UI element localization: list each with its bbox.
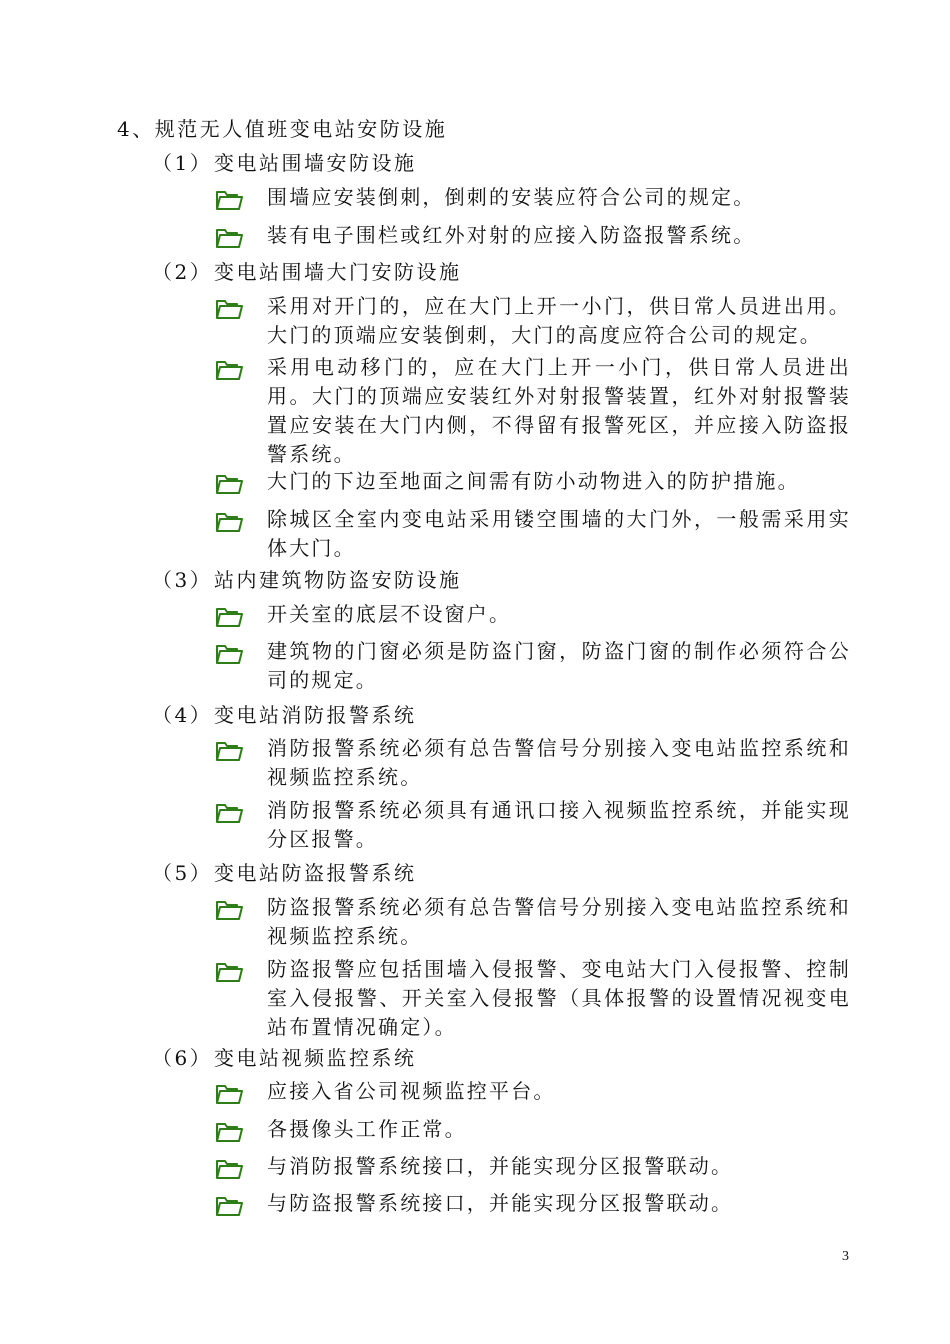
bullet-text: 防盗报警应包括围墙入侵报警、变电站大门入侵报警、控制室入侵报警、开关室入侵报警（具体报警的设置情况视变电站布置情况确定）。 xyxy=(267,957,851,1039)
bullet-text: 消防报警系统必须具有通讯口接入视频监控系统，并能实现分区报警。 xyxy=(267,798,851,851)
folder-outline-icon xyxy=(215,473,245,495)
bullet-text: 采用对开门的，应在大门上开一小门，供日常人员进出用。大门的顶端应安装倒刺，大门的高度应符合公司的规定。 xyxy=(267,294,851,347)
folder-outline-icon xyxy=(215,1121,245,1143)
section-number: （5） xyxy=(152,861,213,885)
section-number: （1） xyxy=(152,151,213,175)
bullet-item xyxy=(215,1189,855,1218)
page-number: 3 xyxy=(842,1249,849,1264)
bullet-text: 防盗报警系统必须有总告警信号分别接入变电站监控系统和视频监控系统。 xyxy=(267,895,851,948)
section-heading-6 xyxy=(152,1043,417,1073)
bullet-text: 消防报警系统必须有总告警信号分别接入变电站监控系统和视频监控系统。 xyxy=(267,736,851,789)
folder-outline-icon xyxy=(215,189,245,211)
folder-outline-icon xyxy=(215,643,245,665)
bullet-text: 大门的下边至地面之间需有防小动物进入的防护措施。 xyxy=(267,469,800,493)
folder-outline-icon xyxy=(215,1195,245,1217)
folder-outline-icon xyxy=(215,740,245,762)
bullet-item xyxy=(215,1152,855,1181)
section-number: （6） xyxy=(152,1046,213,1070)
section-title: 变电站围墙大门安防设施 xyxy=(214,260,462,284)
bullet-text: 各摄像头工作正常。 xyxy=(267,1117,467,1141)
section-heading-3 xyxy=(152,565,462,595)
bullet-text: 与消防报警系统接口，并能实现分区报警联动。 xyxy=(267,1154,734,1178)
section-heading-4 xyxy=(152,700,417,730)
bullet-text: 建筑物的门窗必须是防盗门窗，防盗门窗的制作必须符合公司的规定。 xyxy=(267,639,851,692)
bullet-item xyxy=(215,183,855,212)
section-heading-5 xyxy=(152,858,417,888)
section-number: （3） xyxy=(152,568,213,592)
section-title: 变电站视频监控系统 xyxy=(214,1046,417,1070)
bullet-text: 采用电动移门的，应在大门上开一小门，供日常人员进出用。大门的顶端应安装红外对射报警装置，红外对射报警装置应安装在大门内侧，不得留有报警死区，并应接入防盗报警系统。 xyxy=(267,355,851,466)
folder-outline-icon xyxy=(215,359,245,381)
bullet-text: 围墙应安装倒刺，倒刺的安装应符合公司的规定。 xyxy=(267,185,756,209)
bullet-item xyxy=(215,1115,855,1144)
bullet-item xyxy=(215,353,855,469)
bullet-item xyxy=(215,221,855,250)
folder-outline-icon xyxy=(215,227,245,249)
folder-outline-icon xyxy=(215,899,245,921)
bullet-item xyxy=(215,893,855,951)
bullet-text: 装有电子围栏或红外对射的应接入防盗报警系统。 xyxy=(267,223,756,247)
section-title: 站内建筑物防盗安防设施 xyxy=(214,568,462,592)
folder-outline-icon xyxy=(215,1158,245,1180)
bullet-text: 与防盗报警系统接口，并能实现分区报警联动。 xyxy=(267,1191,734,1215)
bullet-item xyxy=(215,796,855,854)
section-title: 变电站围墙安防设施 xyxy=(214,151,417,175)
bullet-item xyxy=(215,600,855,629)
bullet-item xyxy=(215,734,855,792)
bullet-text: 开关室的底层不设窗户。 xyxy=(267,602,512,626)
folder-outline-icon xyxy=(215,298,245,320)
bullet-item xyxy=(215,637,855,695)
bullet-item xyxy=(215,505,855,563)
section-heading-1 xyxy=(152,148,417,178)
bullet-text: 应接入省公司视频监控平台。 xyxy=(267,1079,556,1103)
folder-outline-icon xyxy=(215,961,245,983)
bullet-text: 除城区全室内变电站采用镂空围墙的大门外，一般需采用实体大门。 xyxy=(267,507,851,560)
folder-outline-icon xyxy=(215,1083,245,1105)
folder-outline-icon xyxy=(215,511,245,533)
main-heading: 4、规范无人值班变电站安防设施 xyxy=(117,117,448,141)
folder-outline-icon xyxy=(215,606,245,628)
section-number: （4） xyxy=(152,703,213,727)
bullet-item xyxy=(215,292,855,350)
bullet-item xyxy=(215,467,855,496)
section-title: 变电站消防报警系统 xyxy=(214,703,417,727)
folder-outline-icon xyxy=(215,802,245,824)
bullet-item xyxy=(215,1077,855,1106)
section-title: 变电站防盗报警系统 xyxy=(214,861,417,885)
section-heading-2 xyxy=(152,257,462,287)
section-number: （2） xyxy=(152,260,213,284)
bullet-item xyxy=(215,955,855,1042)
